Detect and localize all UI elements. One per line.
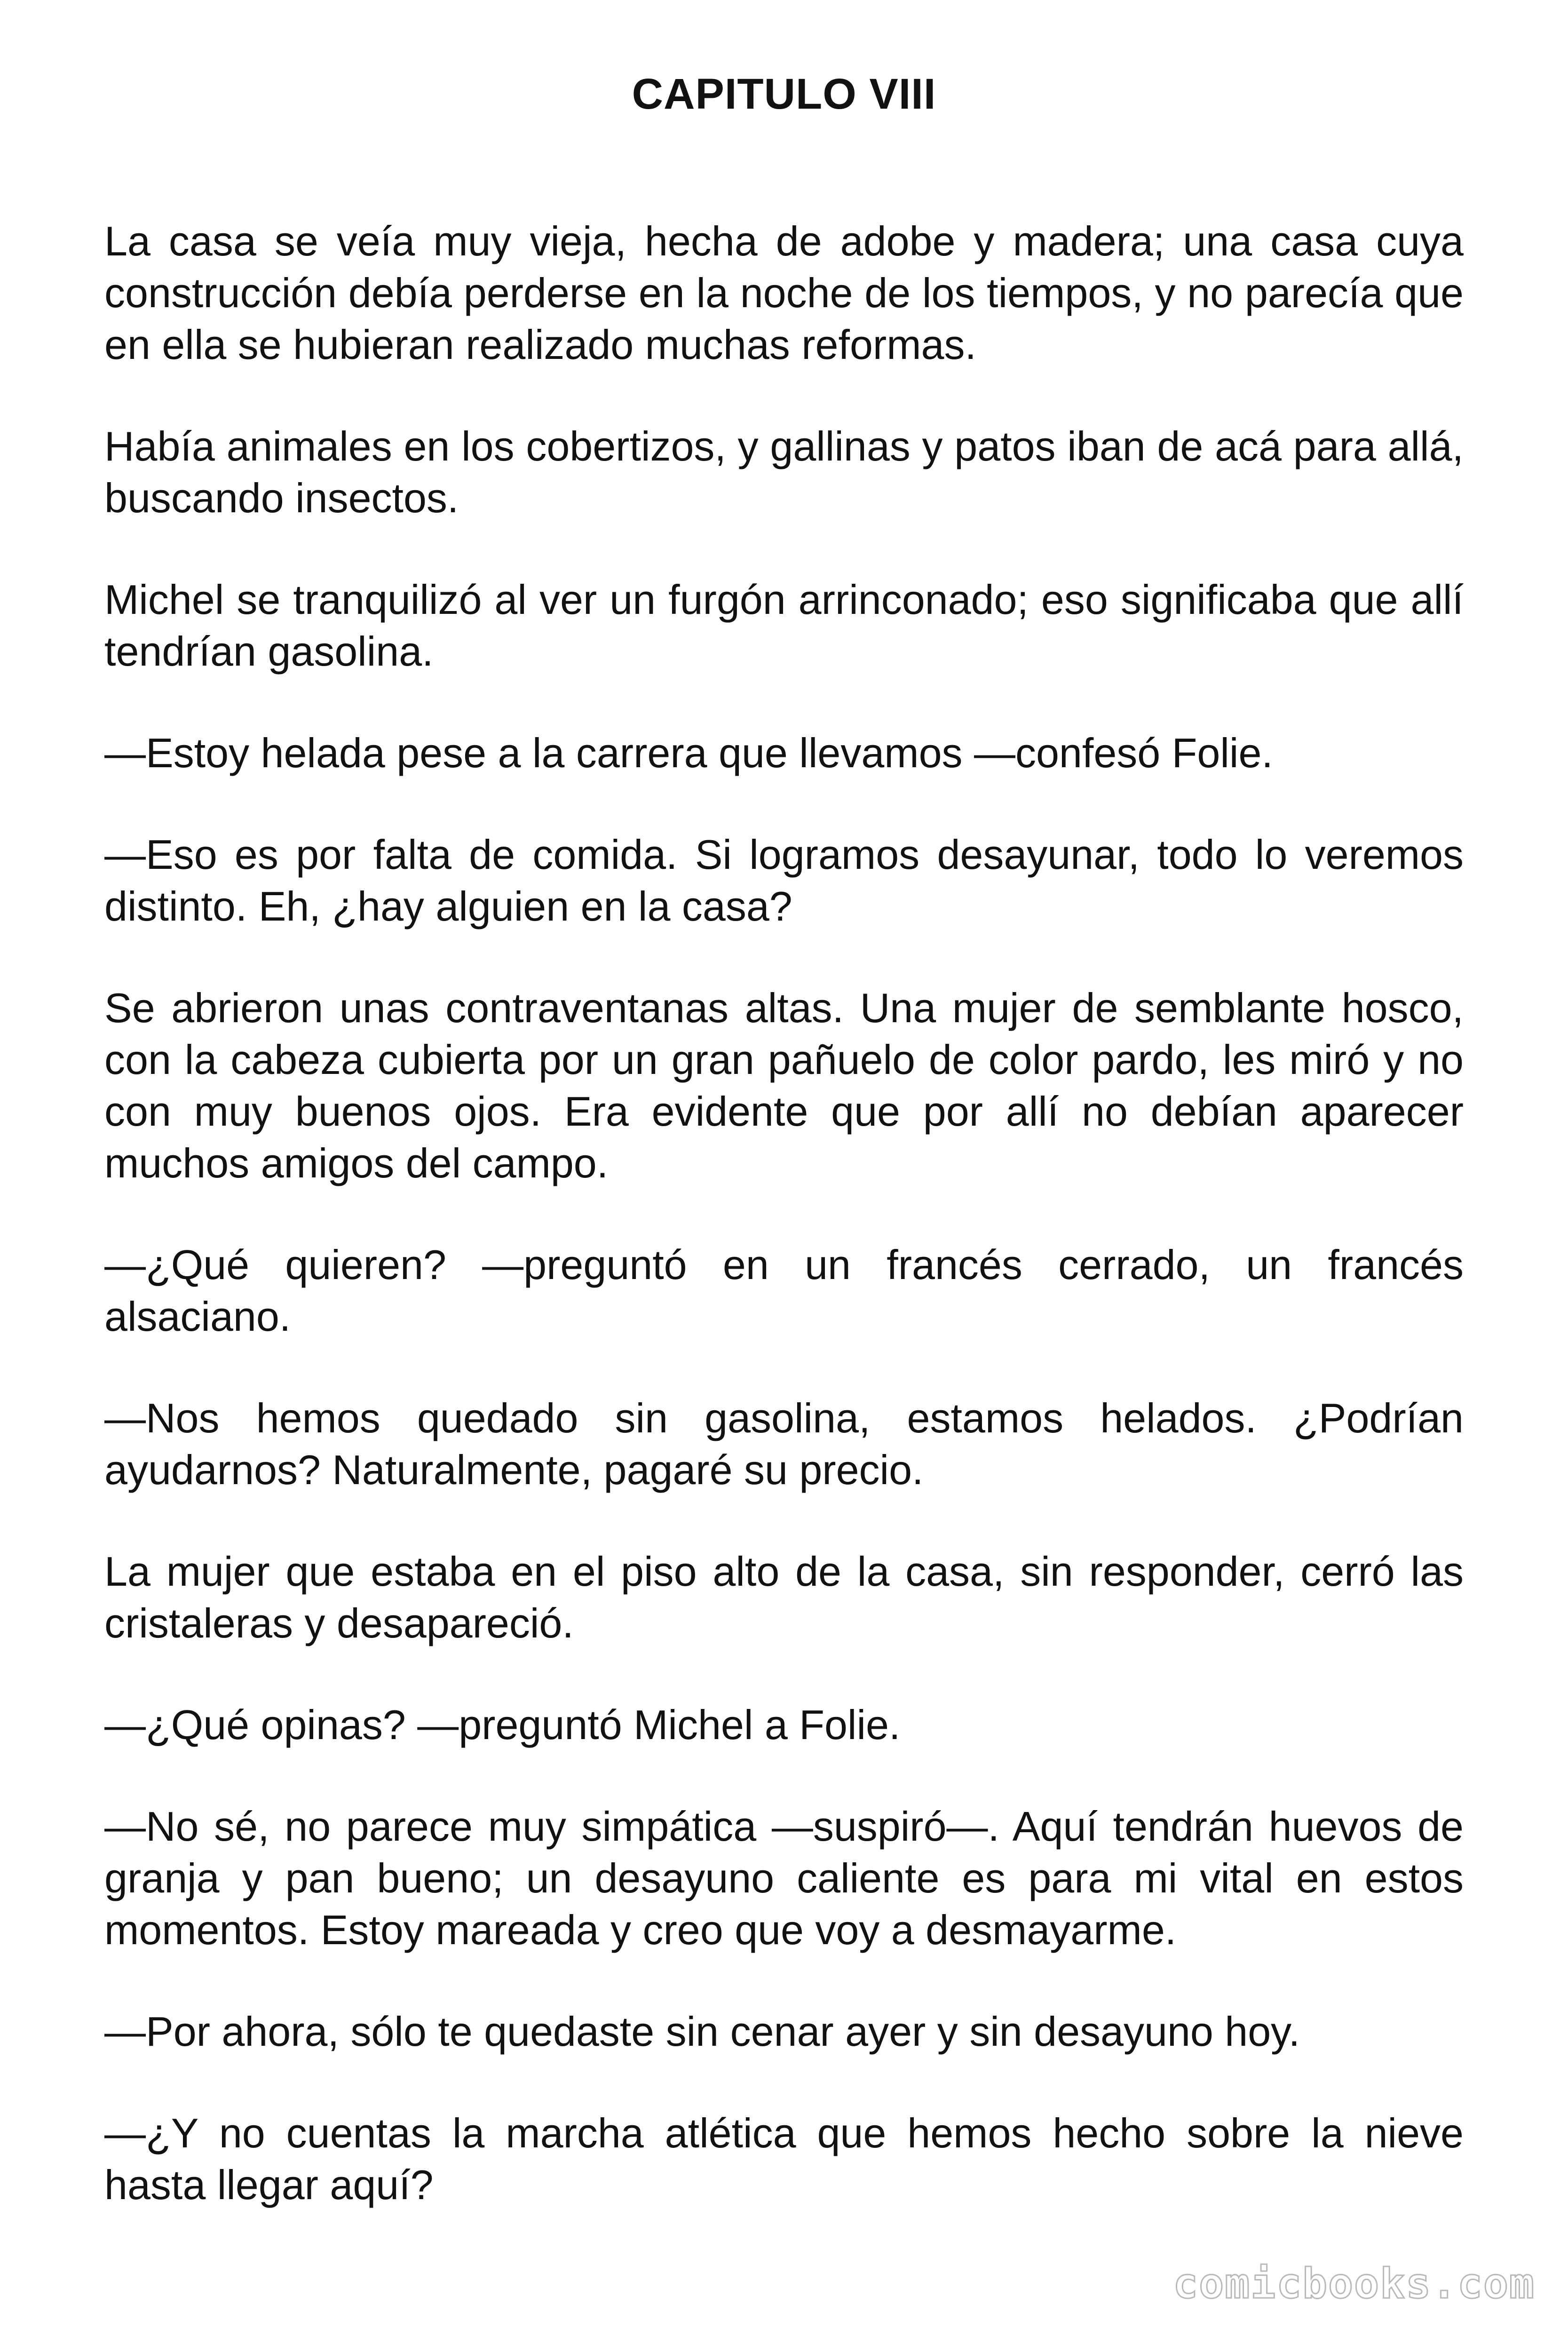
paragraph-13: —¿Y no cuentas la marcha atlética que hemos hecho sobre la nieve hasta llegar aquí? <box>104 2110 1464 2208</box>
paragraph-12: —Por ahora, sólo te quedaste sin cenar ayer y sin desayuno hoy. <box>104 2008 1300 2055</box>
paragraph-7: —¿Qué quieren? —preguntó en un francés cerrado, un francés alsaciano. <box>104 1241 1464 1340</box>
paragraph-8: —Nos hemos quedado sin gasolina, estamos helados. ¿Podrían ayudarnos? Naturalmente, pagaré su precio. <box>104 1395 1464 1493</box>
paragraph-4: —Estoy helada pese a la carrera que llevamos —confesó Folie. <box>104 730 1273 776</box>
paragraph-9: La mujer que estaba en el piso alto de la casa, sin responder, cerró las cristaleras y desapareció. <box>104 1548 1464 1646</box>
paragraph-3: Michel se tranquilizó al ver un furgón arrinconado; eso significaba que allí tendrían gasolina. <box>104 576 1464 675</box>
paragraph-11: —No sé, no parece muy simpática —suspiró—. Aquí tendrán huevos de granja y pan bueno; un desayuno caliente es para mi vital en estos momentos. Estoy mareada y creo que voy a desmayarme. <box>104 1803 1464 1953</box>
paragraph-1: La casa se veía muy vieja, hecha de adobe y madera; una casa cuya construcción debía perderse en la noche de los tiempos, y no parecía que en ella se hubieran realizado muchas reformas. <box>104 218 1464 368</box>
paragraph-5: —Eso es por falta de comida. Si logramos desayunar, todo lo veremos distinto. Eh, ¿hay alguien en la casa? <box>104 831 1464 930</box>
paragraph-6: Se abrieron unas contraventanas altas. Una mujer de semblante hosco, con la cabeza cubierta por un gran pañuelo de color pardo, les miró y no con muy buenos ojos. Era evidente que por allí no debían aparecer muchos amigos del campo. <box>104 985 1464 1186</box>
chapter-title: CAPITULO VIII <box>632 70 936 118</box>
paragraph-2: Había animales en los cobertizos, y gallinas y patos iban de acá para allá, buscando insectos. <box>104 423 1464 521</box>
watermark-text: comicbooks.com <box>1173 2259 1535 2308</box>
chapter-body <box>104 215 1464 2261</box>
paragraph-10: —¿Qué opinas? —preguntó Michel a Folie. <box>104 1701 901 1748</box>
